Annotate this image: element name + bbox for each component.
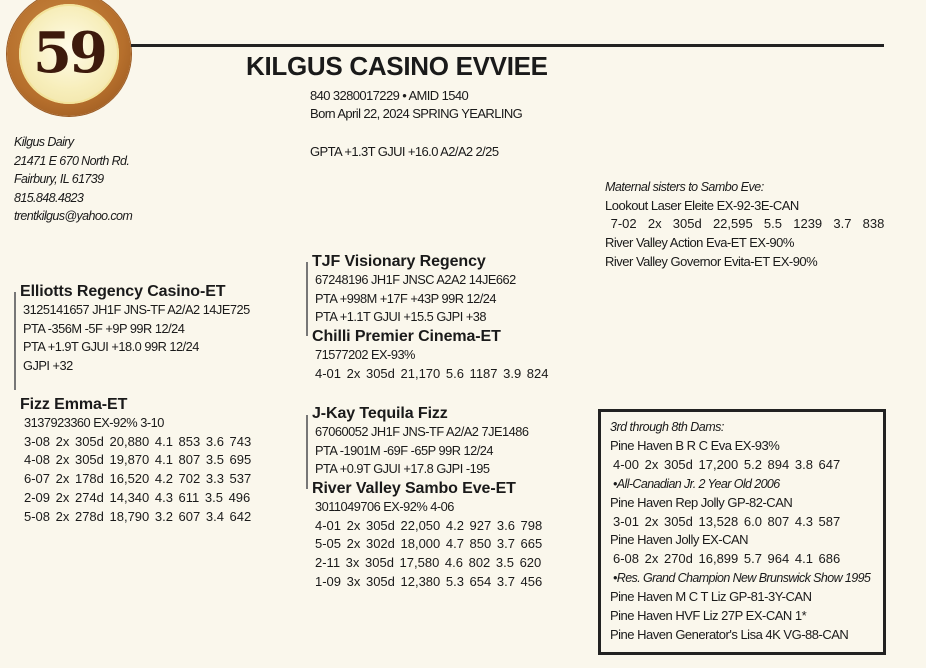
maternal-sister-record: 7-02 2x 305d 22,595 5.5 1239 3.7 838 [605, 216, 885, 232]
maternal-sister-item: River Valley Governor Evita-ET EX-90% [605, 253, 818, 269]
animal-name: KILGUS CASINO EVVIEE [246, 51, 548, 81]
sire-of-sire-block [312, 253, 516, 327]
dam-record: 6-07 2x 178d 16,520 4.2 702 3.3 537 [24, 471, 252, 487]
dam7-name: Pine Haven HVF Liz 27P EX-CAN 1* [610, 608, 807, 624]
dam-of-dam-id-line: 3011049706 EX-92% 4-06 [315, 499, 454, 514]
dam-block [20, 396, 251, 527]
sire-of-dam-line: PTA +0.9T GJUI +17.8 GJPI -195 [315, 461, 490, 477]
dam3-record: 4-00 2x 305d 17,200 5.2 894 3.8 647 [613, 456, 841, 472]
dam-of-sire-id-line: 71577202 EX-93% [315, 347, 415, 362]
sire-of-sire-line: PTA +998M +17F +43P 99R 12/24 [315, 290, 497, 306]
dam-of-sire-record: 4-01 2x 305d 21,170 5.6 1187 3.9 824 [315, 365, 549, 381]
dam3-name: Pine Haven B R C Eva EX-93% [610, 437, 780, 453]
dam-name: Fizz Emma-ET [20, 396, 128, 413]
sire-line: PTA +1.9T GJUI +18.0 99R 12/24 [23, 339, 199, 355]
dam-of-dam-record: 1-09 3x 305d 12,380 5.3 654 3.7 456 [315, 573, 543, 589]
sire-of-sire-line: PTA +1.1T GJUI +15.5 GJPI +38 [315, 309, 487, 325]
dam-record: 2-09 2x 274d 14,340 4.3 611 3.5 496 [24, 489, 251, 505]
dam-of-sire-name: Chilli Premier Cinema-ET [312, 328, 501, 345]
dam-record: 3-08 2x 305d 20,880 4.1 853 3.6 743 [24, 433, 252, 449]
dam5-note: •Res. Grand Champion New Brunswick Show 1995 [613, 571, 871, 586]
sire-parents-bracket-line [306, 262, 308, 336]
dam5-record: 6-08 2x 270d 16,899 5.7 964 4.1 686 [613, 551, 841, 567]
sire-of-sire-line: 67248196 JH1F JNSC A2A2 14JE662 [315, 272, 516, 287]
sire-line: 3125141657 JH1F JNS-TF A2/A2 14JE725 [23, 302, 250, 317]
consignor-address: 21471 E 670 North Rd. [14, 153, 130, 168]
dam-parents-bracket-line [306, 415, 308, 489]
dam-of-dam-block [312, 480, 542, 592]
animal-genomics: GPTA +1.3T GJUI +16.0 A2/A2 2/25 [310, 144, 499, 159]
consignor-phone: 815.848.4823 [14, 190, 84, 205]
dam4-record: 3-01 2x 305d 13,528 6.0 807 4.3 587 [613, 513, 841, 529]
dam4-name: Pine Haven Rep Jolly GP-82-CAN [610, 494, 793, 510]
dam-record: 5-08 2x 278d 18,790 3.2 607 3.4 642 [24, 508, 252, 524]
sire-block [20, 283, 250, 375]
consignor-email[interactable]: trentkilgus@yahoo.com [14, 209, 133, 224]
dam5-name: Pine Haven Jolly EX-CAN [610, 532, 749, 548]
dam-record: 4-08 2x 305d 19,870 4.1 807 3.5 695 [24, 452, 252, 468]
dam-of-sire-block [312, 328, 549, 383]
dam6-name: Pine Haven M C T Liz GP-81-3Y-CAN [610, 589, 812, 605]
dam-of-dam-record: 2-11 3x 305d 17,580 4.6 802 3.5 620 [315, 555, 542, 571]
maternal-sisters-heading: Maternal sisters to Sambo Eve: [605, 180, 764, 194]
dam8-name: Pine Haven Generator's Lisa 4K VG-88-CAN [610, 626, 849, 642]
dam-of-dam-record: 4-01 2x 305d 22,050 4.2 927 3.6 798 [315, 517, 543, 533]
dam3-note: •All-Canadian Jr. 2 Year Old 2006 [613, 476, 780, 491]
header-rule [131, 44, 884, 47]
sire-line: GJPI +32 [23, 357, 73, 373]
lot-number: 59 [33, 20, 105, 86]
sire-of-dam-block [312, 405, 528, 479]
dam-of-dam-record: 5-05 2x 302d 18,000 4.7 850 3.7 665 [315, 536, 543, 552]
consignor-block [14, 133, 132, 226]
sire-of-sire-name: TJF Visionary Regency [312, 253, 486, 270]
sire-line: PTA -356M -5F +9P 99R 12/24 [23, 320, 185, 336]
sire-of-dam-name: J-Kay Tequila Fizz [312, 405, 448, 422]
sire-name: Elliotts Regency Casino-ET [20, 283, 226, 300]
lot-number-badge [7, 0, 131, 116]
dams-box-heading: 3rd through 8th Dams: [610, 420, 724, 434]
sire-of-dam-line: PTA -1901M -69F -65P 99R 12/24 [315, 442, 494, 458]
consignor-city: Fairbury, IL 61739 [14, 172, 104, 187]
animal-born-line: Born April 22, 2024 SPRING YEARLING [310, 106, 523, 121]
sire-of-dam-line: 67060052 JH1F JNS-TF A2/A2 7JE1486 [315, 424, 529, 439]
maternal-sister-item: River Valley Action Eva-ET EX-90% [605, 234, 794, 250]
dam-of-dam-name: River Valley Sambo Eve-ET [312, 480, 516, 497]
animal-id-line: 840 3280017229 • AMID 1540 [310, 88, 469, 103]
consignor-farm: Kilgus Dairy [14, 135, 74, 149]
maternal-sisters-block [605, 178, 884, 271]
lot-number-medallion [19, 4, 119, 104]
dam-id-line: 3137923360 EX-92% 3-10 [24, 415, 164, 430]
maternal-sister-item: Lookout Laser Eleite EX-92-3E-CAN [605, 197, 799, 213]
dams-box [598, 409, 886, 655]
sire-bracket-line [14, 292, 16, 390]
